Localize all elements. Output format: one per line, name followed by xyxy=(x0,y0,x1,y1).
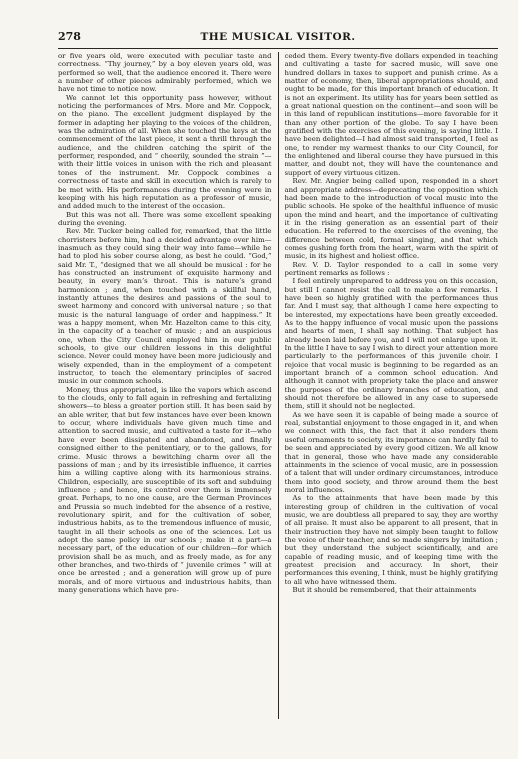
left-column xyxy=(58,52,272,719)
page-number: 278 xyxy=(58,30,81,43)
column-divider xyxy=(278,52,279,719)
page-header xyxy=(58,30,498,46)
paragraph: But this was not all. There was some excellent speaking during the evening. xyxy=(58,210,272,227)
paragraph: Rev. Mr. Tucker being called for, remarked, that the little chorristers before him, had a decided advantage over him—inasmuch as they could sing their way into fame—while he had to plod his sober course along, as best he could. “God,” said Mr. T., “designed that we all should be musical : for he has constructed an instrument of exquisite harmony and beauty, in every man’s throat. This is nature’s grand harmonicon ; and, when touched with a skillful hand, instantly attunes the desires and passions of the soul to sweet harmony and concord with universal nature ; so that music is the natural language of order and happiness.” It was a happy moment, when Mr. Hazelton came to this city, in the capacity of a teacher of music ; and an auspicious one, when the City Council employed him in our public schools, to give our children lessons in this delightful science. Never could money have been more judiciously and wisely expended, than in the employment of a competent instructor, to teach the elementary principles of sacred music in our common schools. xyxy=(58,227,272,386)
right-column xyxy=(285,52,499,719)
text-columns xyxy=(58,52,498,719)
paragraph: As we have seen it is capable of being made a source of real, substantial enjoyment to those engaged in it, and when we connect with this, the fact that it also renders them useful ornaments to society, its importance can hardly fail to be seen and appreciated by every good citizen. We all know that in general, those who have made any considerable attainments in the science of vocal music, are in possession of a talent that will under ordinary circumstances, introduce them into good society, and throw around them the best moral influences. xyxy=(284,410,498,494)
paragraph: Money, thus appropriated, is like the vapors which ascend to the clouds, only to fall again in refreshing and fertalizing showers—to bless a greater portion still. It has been said by an able writer, that but few instances have ever been known to occur, where individuals have given much time and attention to sacred music, and cultivated a taste for it—who have ever been dissipated and abandoned, and finally consigned either to the penitentiary, or to the gallows, for crime. Music throws a bewitching charm over all the passions of man ; and by its irresistible influence, it carries him a willing captive along with its harmonious strains. Children, especially, are susceptible of its soft and subduing influence ; and hence, its control over them is immensely great. Perhaps, to no one cause, are the German Provinces and Prussia so much indebted for the absence of a restive, revolutionary spirit, and for the cultivation of sober, industrious habits, as to the tremendous influence of music, taught in all their schools as one of the sciences. Let us adopt the same policy in our schools ; make it a part—a necessary part, of the education of our children—for which provision shall be as much, and as freely made, as for any other branches, and two-thirds of “ juvenile crimes ” will at once be arrested ; and a generation will grow up of pure morals, and of more virtuous and industrious habits, than many generations which have pre- xyxy=(58,385,272,594)
running-title: THE MUSICAL VISITOR. xyxy=(200,31,356,43)
paragraph: But it should be remembered, that their attainments xyxy=(292,586,477,594)
paragraph: ceded them. Every twenty-five dollars expended in teaching and cultivating a taste for sacred music, will save one hundred dollars in taxes to support and punish crime. As a matter of economy, then, liberal appropriations should, and ought to be made, for this important branch of education. It is not an experiment. Its utility has for years been settled as a great national question on the continent—and soon will be in this land of republican institutions—more favorable for it than any other portion of the globe. To say I have been gratified with the exercises of this evening, is saying little. I have been delighted—I had almost said transported, I feel as one, to render my warmest thanks to our City Council, for the enlightened and liberal course they have pursued in this matter, and doubt not, they will have the countenance and support of every virtuous citizen. xyxy=(284,52,498,177)
paragraph: I feel entirely unprepared to address you on this occasion, but still I cannot resist the call to make a few remarks. I have been so highly gratified with the performances thus far. And I must say, that although I came here expecting to be interested, my expectations have been greatly exceeded. As to the happy influence of vocal music upon the passions and hearts of men, I shall say nothing. That subject has already been laid before you, and I will not enlarge upon it. In the little I have to say I wish to direct your attention more particularly to the performances of this juvenile choir. I rejoice that vocal music is beginning to be regarded as an important branch of a common school education. And although it cannot with propriety take the place and answer the purposes of the ordinary branches of education, and should not therefore be allowed in any case to supersede them, still it should not be neglected. xyxy=(284,277,498,411)
paragraph: or five years old, were executed with peculiar taste and correctness. “Thy journey,” by a boy eleven years old, was performed so well, that the audience encored it. There were a number of other pieces admirably performed, which we have not time to notice now. xyxy=(58,52,272,94)
paragraph: As to the attainments that have been made by this interesting group of children in the cultivation of vocal music, we are doubtless all prepared to say, they are worthy of all praise. It must also be apparent to all present, that in their instruction they have not simply been taught to follow the voice of their teacher, and so made singers by imitation ; but they understand the subject scientifically, and are capable of reading music, and of keeping time with the greatest precision and accuracy. In short, their performances this evening, I think, must be highly gratifying to all who have witnessed them. xyxy=(284,494,498,586)
paragraph: We cannot let this opportunity pass however, without noticing the performances of Mrs. More and Mr. Coppock, on the piano. The excellent judgment displayed by the former in adapting her playing to the voices of the children, was the admiration of all. When she touched the keys at the commencement of the last piece, it sent a thrill through the audience, and the children catching the spirit of the performer, responded, and “ cheerily, sounded the strain ”—with their little voices in unison with the rich and pleasant tones of the instrument. Mr. Coppock combines a correctness of taste and skill in execution which is rarely to be met with. His performances during the evening were in keeping with his high reputation as a professor of music, and added much to the interest of the occasion. xyxy=(58,93,272,211)
paragraph: Rev. V. D. Taylor responded to a call in some very pertinent remarks as follows : xyxy=(284,260,498,277)
header-rule xyxy=(58,48,498,49)
paragraph: Rev. Mr. Angier being called upon, responded in a short and appropriate address—deprecating the opposition which had been made to the introduction of vocal music into the public schools. He spoke of the healthful influence of music upon the mind and heart, and the importance of cultivating it in the rising generation as an essential part of their education. He referred to the exercises of the evening, the difference between cold, formal singing, and that which comes gushing forth from the heart, warm with the spirit of music, in its highest and holiest office. xyxy=(284,177,498,261)
